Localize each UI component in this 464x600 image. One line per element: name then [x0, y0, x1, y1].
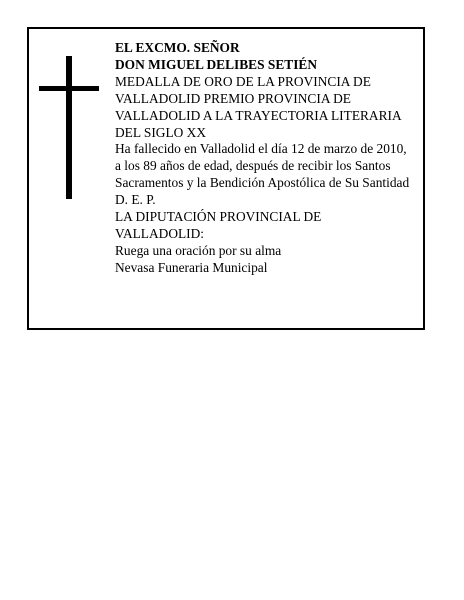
institution-line: VALLADOLID: — [115, 225, 205, 241]
institution-line: LA DIPUTACIÓN PROVINCIAL DE — [115, 209, 322, 225]
obituary-notice — [27, 27, 425, 330]
notice-text — [115, 40, 425, 277]
prayer-request: Ruega una oración por su alma — [115, 242, 282, 258]
honorific-title: EL EXCMO. SEÑOR — [115, 40, 240, 55]
deceased-name: DON MIGUEL DELIBES SETIÉN — [115, 56, 318, 72]
funeral-home: Nevasa Funeraria Municipal — [115, 259, 268, 275]
honor-line: MEDALLA DE ORO DE LA PROVINCIA DE — [115, 73, 371, 89]
honor-line: VALLADOLID PREMIO PROVINCIA DE — [115, 90, 351, 106]
honor-line: DEL SIGLO XX — [115, 124, 206, 140]
cross-icon — [39, 56, 99, 199]
announcement-line: Ha fallecido en Valladolid el día 12 de marzo de 2010, — [115, 141, 407, 157]
honor-line: VALLADOLID A LA TRAYECTORIA LITERARIA — [115, 107, 402, 123]
announcement-line: Sacramentos y la Bendición Apostólica de Su Santidad — [115, 175, 410, 191]
cross-horizontal-bar — [39, 86, 99, 91]
cross-vertical-bar — [66, 56, 72, 199]
rip-abbreviation: D. E. P. — [115, 192, 156, 208]
announcement-line: a los 89 años de edad, después de recibir los Santos — [115, 158, 391, 174]
